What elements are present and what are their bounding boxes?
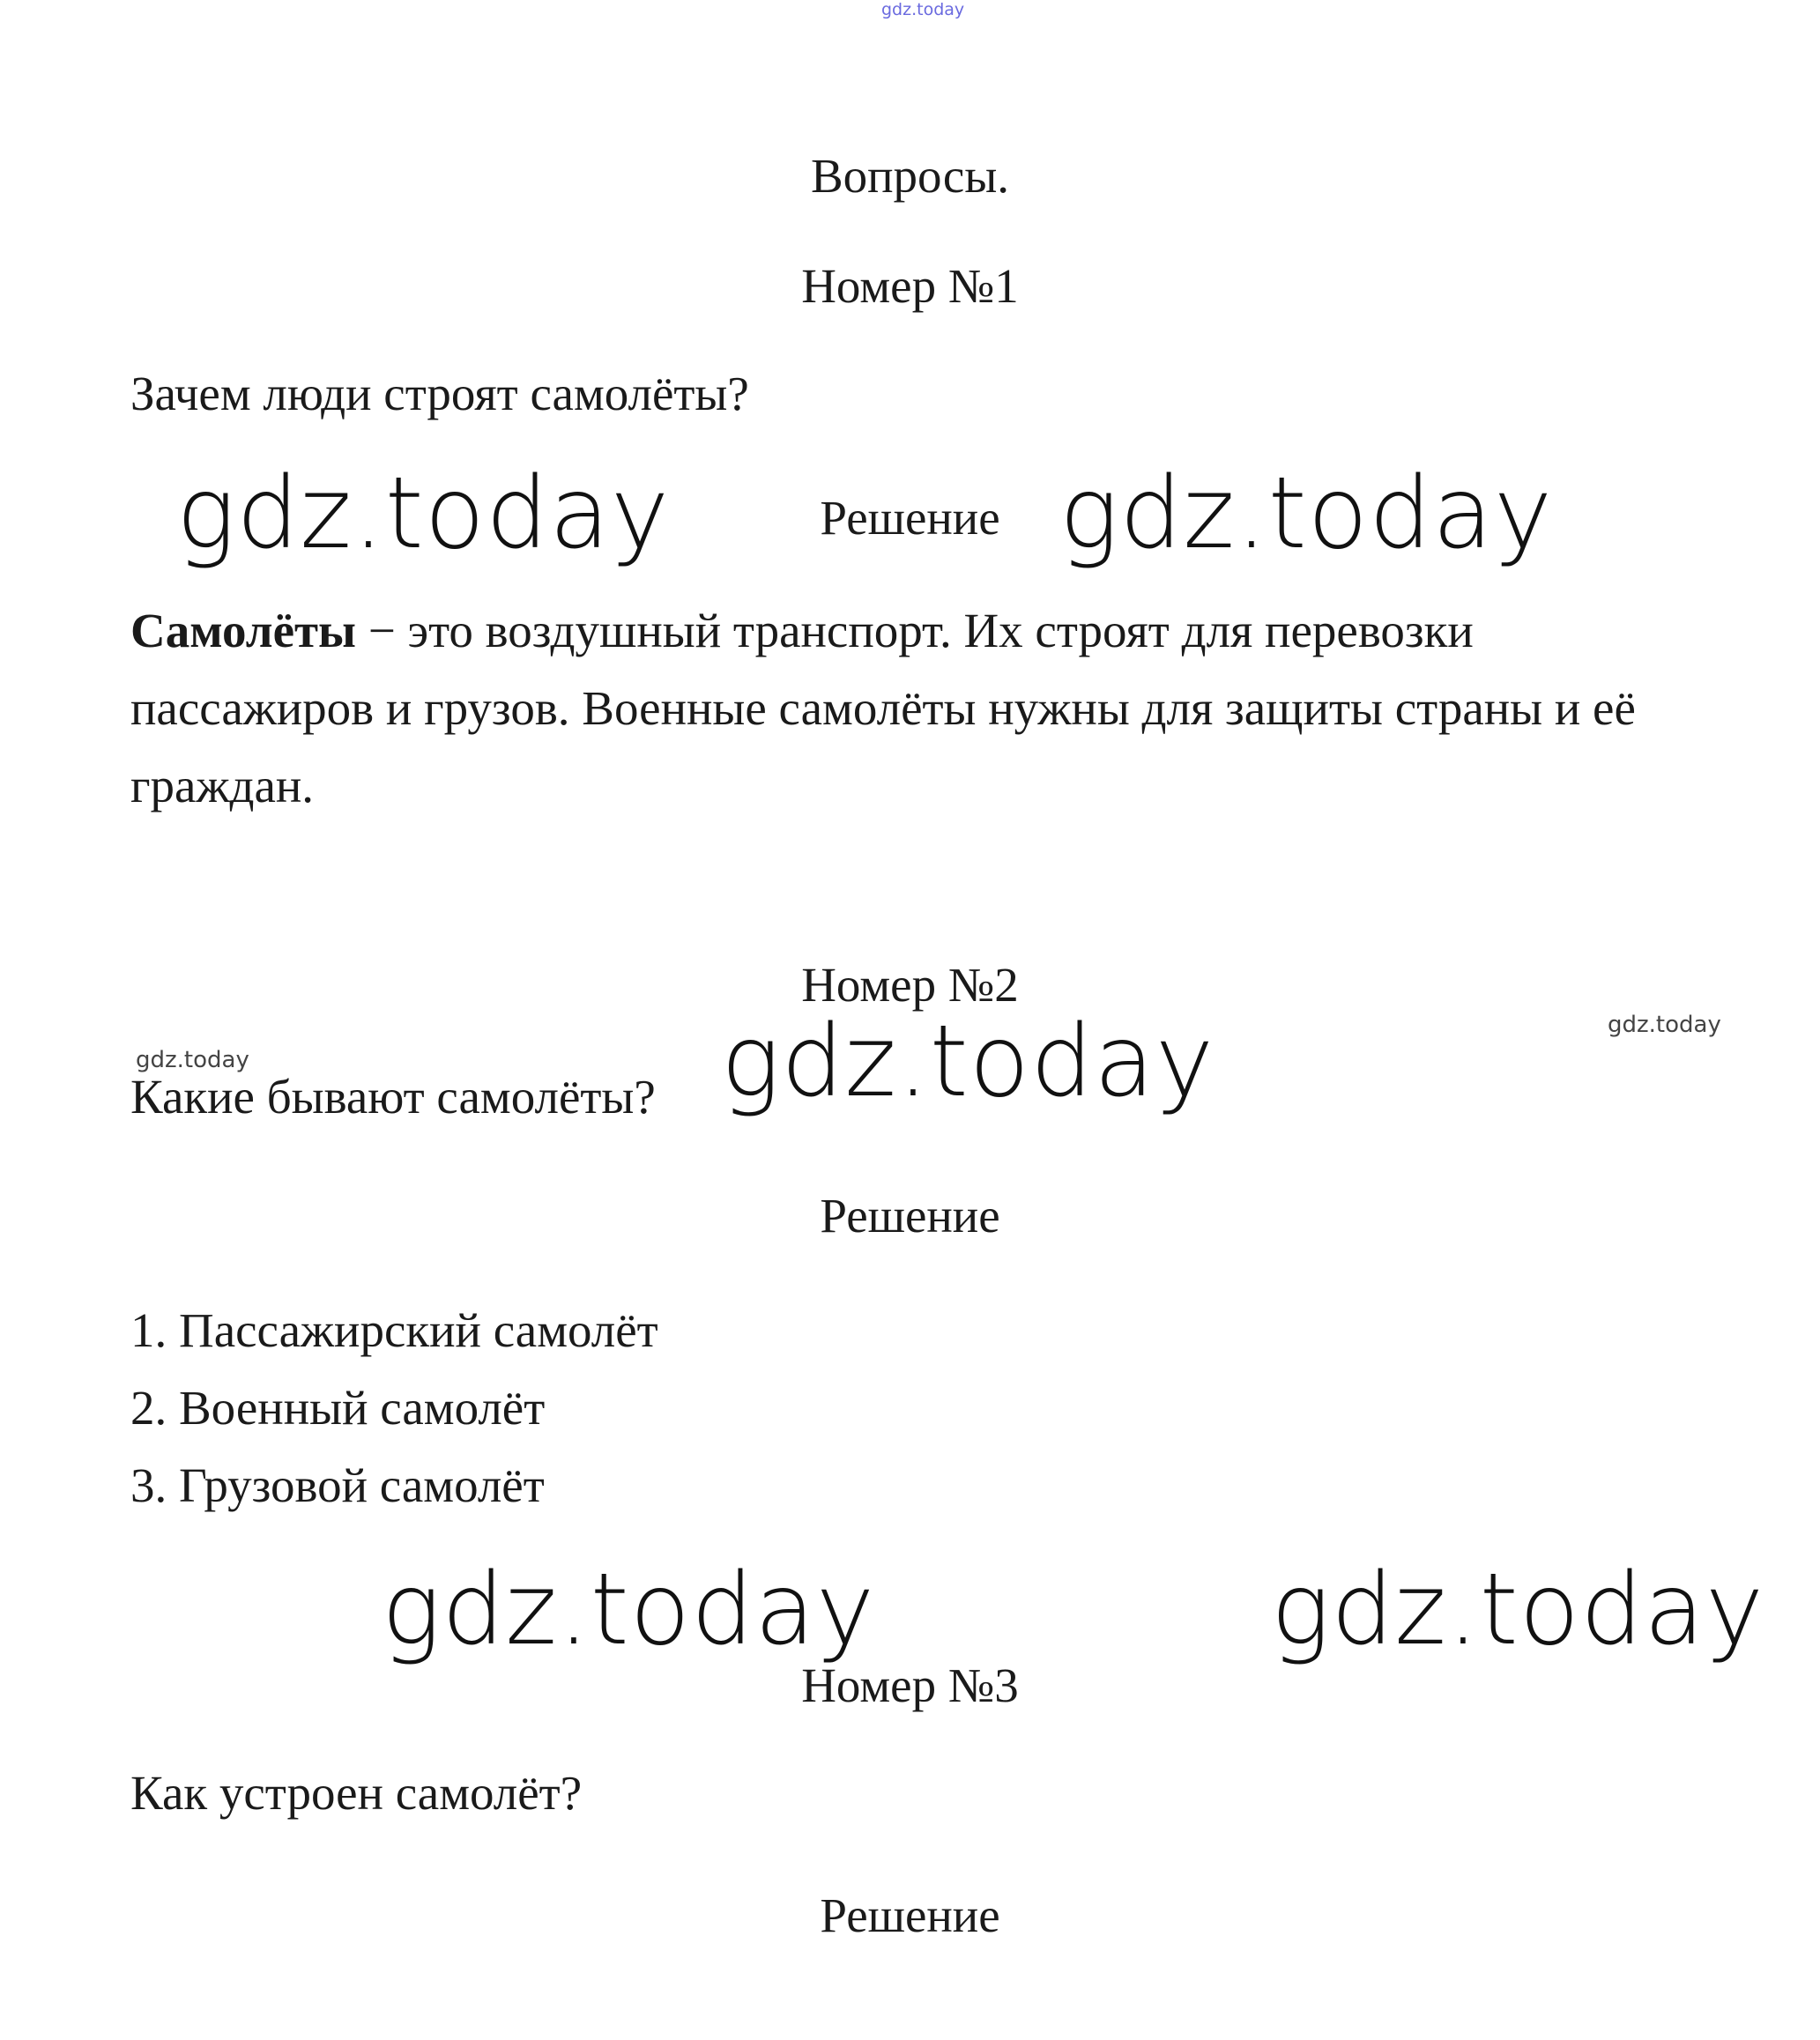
- watermark-2-bottom-left: gdz.today: [382, 1553, 876, 1667]
- section-1-answer: [130, 592, 1717, 825]
- section-1-solution-label: Решение: [820, 491, 1000, 545]
- section-1-answer-term: Самолёты: [130, 604, 356, 657]
- section-2-list: [130, 1292, 658, 1524]
- list-item: 3. Грузовой самолёт: [130, 1458, 545, 1512]
- section-1-number: Номер №1: [801, 259, 1019, 313]
- section-1-answer-text: − это воздушный транспорт. Их строят для перевозки пассажиров и грузов. Военные самолёты нужны для защиты страны и её граждан.: [130, 604, 1636, 812]
- watermark-2-right-small: gdz.today: [1608, 1012, 1721, 1038]
- section-3-solution-label: Решение: [820, 1888, 1000, 1942]
- section-1-question: Зачем люди строят самолёты?: [130, 367, 749, 420]
- watermark-2-left-small: gdz.today: [136, 1047, 249, 1073]
- list-item: 2. Военный самолёт: [130, 1381, 546, 1435]
- list-item: 1. Пассажирский самолёт: [130, 1303, 658, 1357]
- watermark-1-left: gdz.today: [176, 456, 671, 571]
- page-title: Вопросы.: [810, 149, 1010, 203]
- section-2-solution-label: Решение: [820, 1189, 1000, 1243]
- watermark-2-big: gdz.today: [721, 1005, 1215, 1119]
- watermark-2-bottom-right: gdz.today: [1271, 1553, 1765, 1667]
- section-3-question: Как устроен самолёт?: [130, 1766, 583, 1820]
- section-2-question: Какие бывают самолёты?: [130, 1070, 656, 1124]
- section-3-number: Номер №3: [801, 1658, 1019, 1712]
- watermark-top: gdz.today: [881, 0, 965, 19]
- watermark-1-right: gdz.today: [1059, 456, 1554, 571]
- section-2-number: Номер №2: [801, 958, 1019, 1012]
